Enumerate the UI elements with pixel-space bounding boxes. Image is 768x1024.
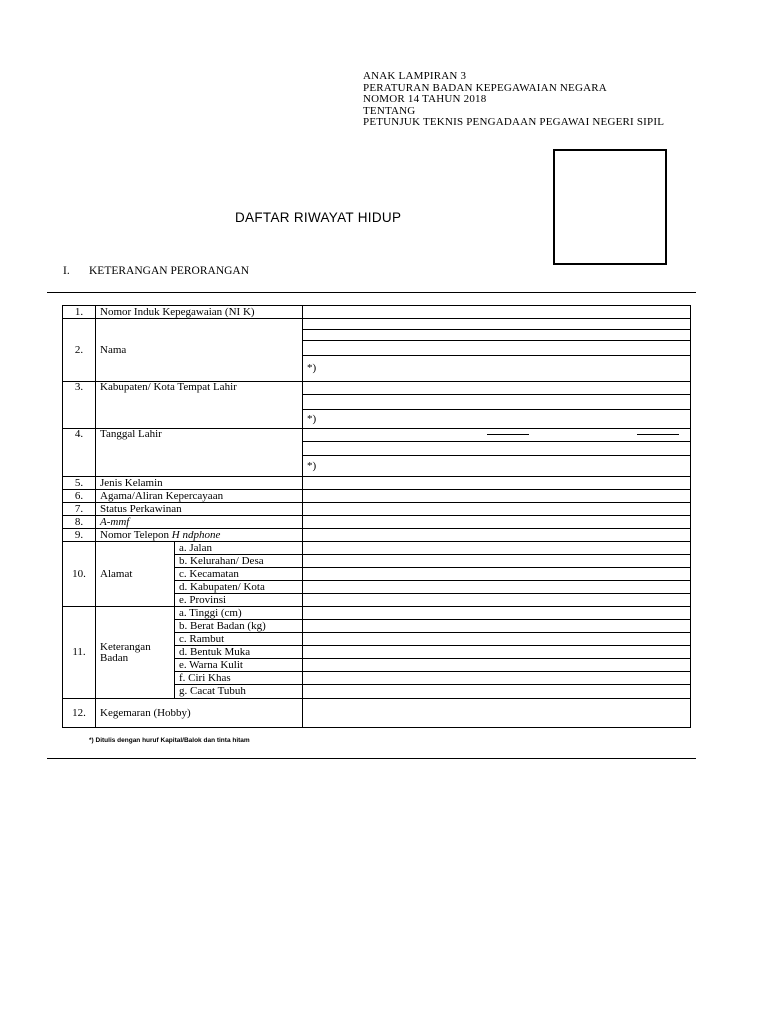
row-number: 8. [63,516,96,529]
sub-field-label: b. Kelurahan/ Desa [175,555,303,568]
sub-field-label: g. Cacat Tubuh [175,685,303,699]
address-village-value[interactable] [303,555,691,568]
section-heading [63,265,249,277]
header-line: PETUNJUK TEKNIS PENGADAAN PEGAWAI NEGERI SIPIL [363,116,665,128]
face-shape-value[interactable] [303,646,691,659]
section-label: KETERANGAN PERORANGAN [89,265,250,277]
field-label-line: Keterangan [100,640,151,653]
document-title: DAFTAR RIWAYAT HIDUP [235,210,402,225]
personal-info-table [62,305,691,728]
field-label: Nomor Induk Kepegawaian (NI K) [96,306,303,319]
birthdate-value-line-3[interactable] [303,456,691,477]
birthplace-value-line-2[interactable] [303,395,691,410]
sub-field-label: d. Bentuk Muka [175,646,303,659]
header-line: TENTANG [363,104,416,117]
height-value[interactable] [303,607,691,620]
section-number: I. [63,265,70,277]
disability-value[interactable] [303,685,691,699]
divider-bottom [47,758,696,759]
row-number: 5. [63,477,96,490]
name-value-line-2[interactable] [303,330,691,341]
hobby-value[interactable] [303,699,691,728]
birthplace-value-line-1[interactable] [303,382,691,395]
field-label [96,529,303,542]
table-row [63,477,691,490]
row-number: 3. [63,382,96,429]
field-label [96,607,175,699]
gender-value[interactable] [303,477,691,490]
note-mark: *) [307,412,317,425]
table-row [63,607,691,620]
phone-label: Nomor Telepon [100,528,169,541]
header-line: NOMOR 14 TAHUN 2018 [363,93,487,105]
email-value[interactable] [303,516,691,529]
row-number: 9. [63,529,96,542]
row-number: 1. [63,306,96,319]
date-underline [487,430,529,435]
table-row [63,382,691,395]
name-value-line-4[interactable] [303,356,691,382]
phone-label-italic: H ndphone [171,528,221,541]
name-value-line-3[interactable] [303,341,691,356]
table-row [63,542,691,555]
field-label: Jenis Kelamin [96,477,303,490]
field-label: Tanggal Lahir [96,429,303,477]
table-row [63,529,691,542]
sub-field-label: b. Berat Badan (kg) [175,620,303,633]
date-underline [637,430,679,435]
sub-field-label: e. Warna Kulit [175,659,303,672]
sub-field-label: d. Kabupaten/ Kota [175,581,303,594]
birthdate-value-line-2[interactable] [303,442,691,456]
photo-box [553,149,667,265]
address-regency-value[interactable] [303,581,691,594]
weight-value[interactable] [303,620,691,633]
sub-field-label: c. Rambut [175,633,303,646]
distinct-feature-value[interactable] [303,672,691,685]
address-province-value[interactable] [303,594,691,607]
name-value-line-1[interactable] [303,319,691,330]
address-street-value[interactable] [303,542,691,555]
religion-value[interactable] [303,490,691,503]
field-label: Status Perkawinan [96,503,303,516]
sub-field-label: c. Kecamatan [175,568,303,581]
field-label: Nama [96,319,303,382]
table-row [63,429,691,442]
row-number: 6. [63,490,96,503]
birthdate-value-line-1[interactable] [303,429,691,442]
sub-field-label: e. Provinsi [175,594,303,607]
sub-field-label: a. Tinggi (cm) [175,607,303,620]
table-row [63,699,691,728]
table-row [63,319,691,330]
birthplace-value-line-3[interactable] [303,410,691,429]
nik-value[interactable] [303,306,691,319]
row-number: 7. [63,503,96,516]
row-number: 10. [63,542,96,607]
sub-field-label: a. Jalan [175,542,303,555]
row-number: 2. [63,319,96,382]
phone-value[interactable] [303,529,691,542]
table-row [63,306,691,319]
table-row [63,490,691,503]
row-number: 12. [63,699,96,728]
field-label: Agama/Aliran Kepercayaan [96,490,303,503]
document-header [363,71,664,129]
footnote: *) Ditulis dengan huruf Kapital/Balok dan tinta hitam [89,737,250,744]
field-label: A-mmf [96,516,303,529]
row-number: 11. [63,607,96,699]
table-row [63,503,691,516]
sub-field-label: f. Ciri Khas [175,672,303,685]
header-line: PERATURAN BADAN KEPEGAWAIAN NEGARA [363,81,607,94]
header-line: ANAK LAMPIRAN 3 [363,70,467,82]
address-district-value[interactable] [303,568,691,581]
marital-status-value[interactable] [303,503,691,516]
skin-color-value[interactable] [303,659,691,672]
note-mark: *) [307,362,317,374]
field-label: Alamat [96,542,175,607]
field-label-line: Badan [100,651,129,664]
note-mark: *) [307,459,317,472]
table-row [63,516,691,529]
row-number: 4. [63,429,96,477]
field-label: Kabupaten/ Kota Tempat Lahir [96,382,303,429]
divider-top [47,292,696,293]
field-label: Kegemaran (Hobby) [96,699,303,728]
hair-value[interactable] [303,633,691,646]
